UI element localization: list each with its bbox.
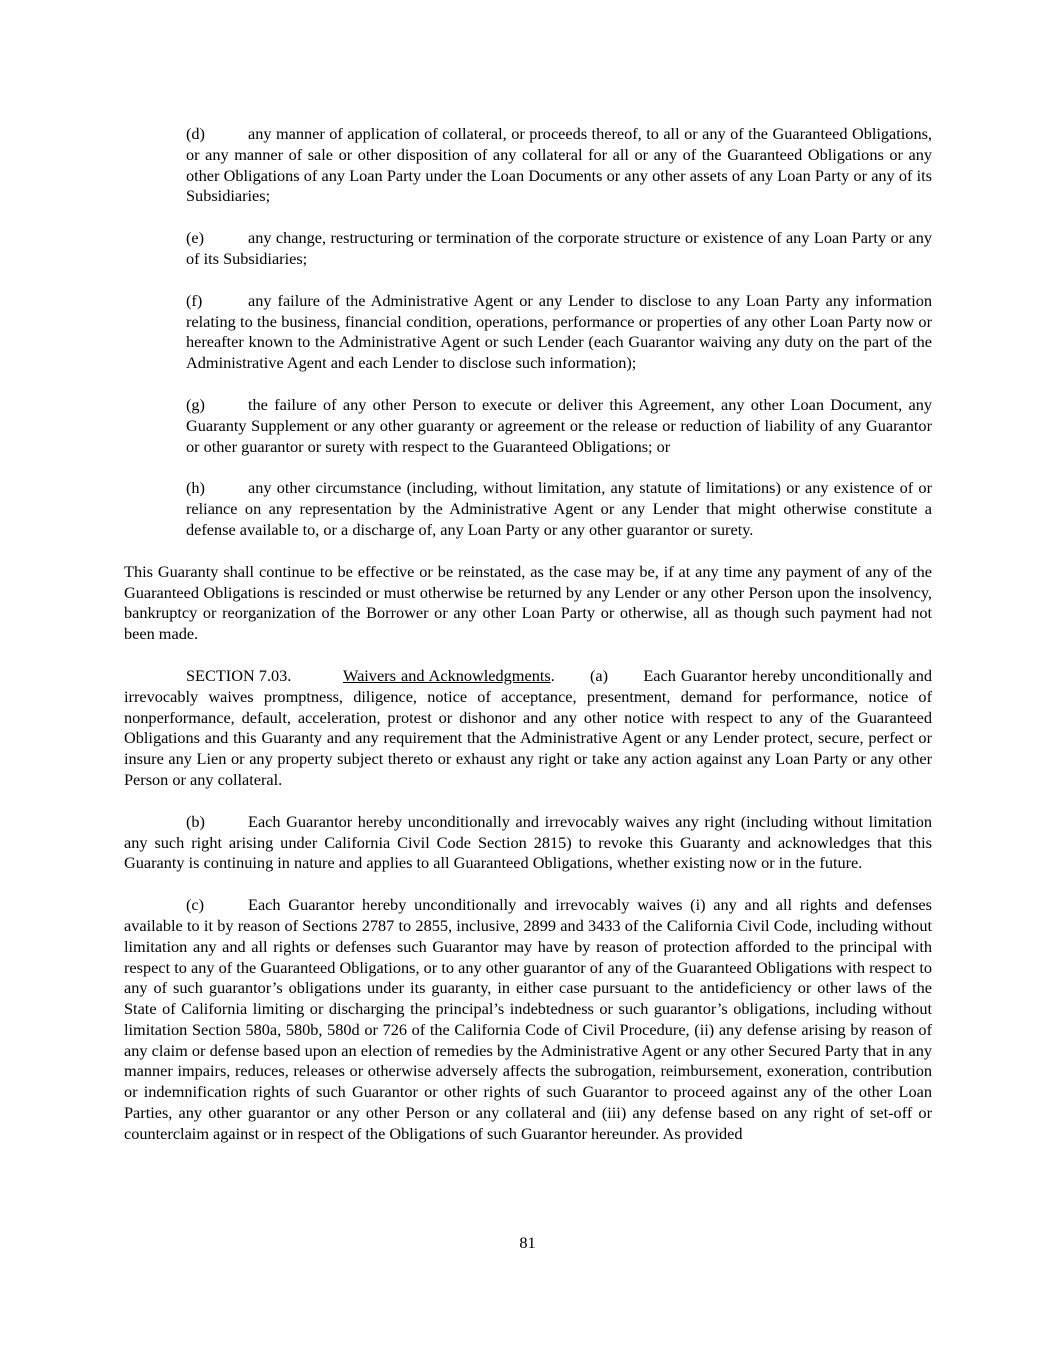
- section-7-03-paragraph-a: [124, 666, 932, 791]
- paragraph-text: Each Guarantor hereby unconditionally and irrevocably waives any right (including without limitation any such right arising under California Civil Code Section 2815) to revoke this Guaranty and acknowledges that this Guaranty is continuing in nature and applies to all Guaranteed Obligations, whether existing now or in the future.: [124, 811, 932, 873]
- paragraph-text: Each Guarantor hereby unconditionally and irrevocably waives promptness, diligence, notice of acceptance, presentment, demand for performance, notice of nonperformance, default, acceleration, protest or dishonor and any other notice with respect to any of the Guaranteed Obligations and this Guaranty and any requirement that the Administrative Agent or any Lender protect, secure, perfect or insure any Lien or any property subject thereto or exhaust any right or take any action against any Loan Party or any other Person or any collateral.: [124, 665, 932, 789]
- clause-list: [186, 124, 932, 541]
- section-title: Waivers and Acknowledgments: [343, 665, 551, 685]
- clause-e: [186, 228, 932, 270]
- clause-label: (f): [186, 290, 203, 310]
- clause-text: any other circumstance (including, without limitation, any statute of limitations) or any existence of or reliance on any representation by the Administrative Agent or any Lender that might otherwise constitute a defense available to, or a discharge of, any Loan Party or any other guarantor or surety.: [186, 478, 932, 539]
- continuation-paragraph: This Guaranty shall continue to be effective or be reinstated, as the case may be, if at any time any payment of any of the Guaranteed Obligations is rescinded or must otherwise be returned by any Lender or any other Person upon the insolvency, bankruptcy or reorganization of the Borrower or any other Loan Party or otherwise, all as though such payment had not been made.: [124, 561, 932, 644]
- clause-label: (e): [186, 228, 205, 248]
- clause-g: [186, 395, 932, 457]
- section-number: SECTION 7.03.: [186, 665, 292, 685]
- section-7-03-paragraph-b: [124, 812, 932, 874]
- paragraph-label: (b): [186, 811, 205, 831]
- paragraph-text: Each Guarantor hereby unconditionally and irrevocably waives (i) any and all rights and defenses available to it by reason of Sections 2787 to 2855, inclusive, 2899 and 3433 of the California Civil Code, including without limitation any and all rights or defenses such Guarantor may have by reason of protection afforded to the principal with respect to any of the Guaranteed Obligations, or to any other guarantor of any of the Guaranteed Obligations with respect to any of such guarantor’s obligations under its guaranty, in either case pursuant to the antideficiency or other laws of the State of California limiting or discharging the principal’s indebtedness or such guarantor’s obligations, including without limitation Section 580a, 580b, 580d or 726 of the California Code of Civil Procedure, (ii) any defense arising by reason of any claim or defense based upon an election of remedies by the Administrative Agent or any other Secured Party that in any manner impairs, reduces, releases or otherwise adversely affects the subrogation, reimbursement, exoneration, contribution or indemnification rights of such Guarantor or other rights of such Guarantor to proceed against any of the other Loan Parties, any other guarantor or any other Person or any collateral and (iii) any defense based on any right of set-off or counterclaim against or in respect of the Obligations of such Guarantor hereunder. As provided: [124, 895, 932, 1143]
- paragraph-label: (a): [590, 665, 609, 685]
- clause-h: [186, 478, 932, 540]
- clause-f: [186, 291, 932, 374]
- section-7-03-paragraph-c: [124, 895, 932, 1145]
- clause-text: the failure of any other Person to execute or deliver this Agreement, any other Loan Document, any Guaranty Supplement or any other guaranty or agreement or the release or reduction of liability of any Guarantor or other guarantor or surety with respect to the Guaranteed Obligations; or: [186, 394, 932, 456]
- paragraph-label: (c): [186, 895, 205, 915]
- clause-d: [186, 124, 932, 207]
- clause-text: any change, restructuring or termination of the corporate structure or existence of any Loan Party or any of its Subsidiaries;: [186, 228, 932, 268]
- clause-label: (g): [186, 394, 205, 414]
- clause-text: any failure of the Administrative Agent or any Lender to disclose to any Loan Party any information relating to the business, financial condition, operations, performance or properties of any other Loan Party now or hereafter known to the Administrative Agent or such Lender (each Guarantor waiving any duty on the part of the Administrative Agent and each Lender to disclose such information);: [186, 290, 932, 373]
- page-number: 81: [519, 1233, 536, 1252]
- clause-label: (d): [186, 124, 205, 143]
- clause-label: (h): [186, 478, 205, 498]
- clause-text: any manner of application of collateral, or proceeds thereof, to all or any of the Guaranteed Obligations, or any manner of sale or other disposition of any collateral for all or any of the Guaranteed Obligations or any other Obligations of any Loan Party under the Loan Documents or any other assets of any Loan Party or any of its Subsidiaries;: [186, 124, 932, 206]
- section-title-punct: .: [550, 665, 555, 685]
- document-page: [124, 124, 932, 1145]
